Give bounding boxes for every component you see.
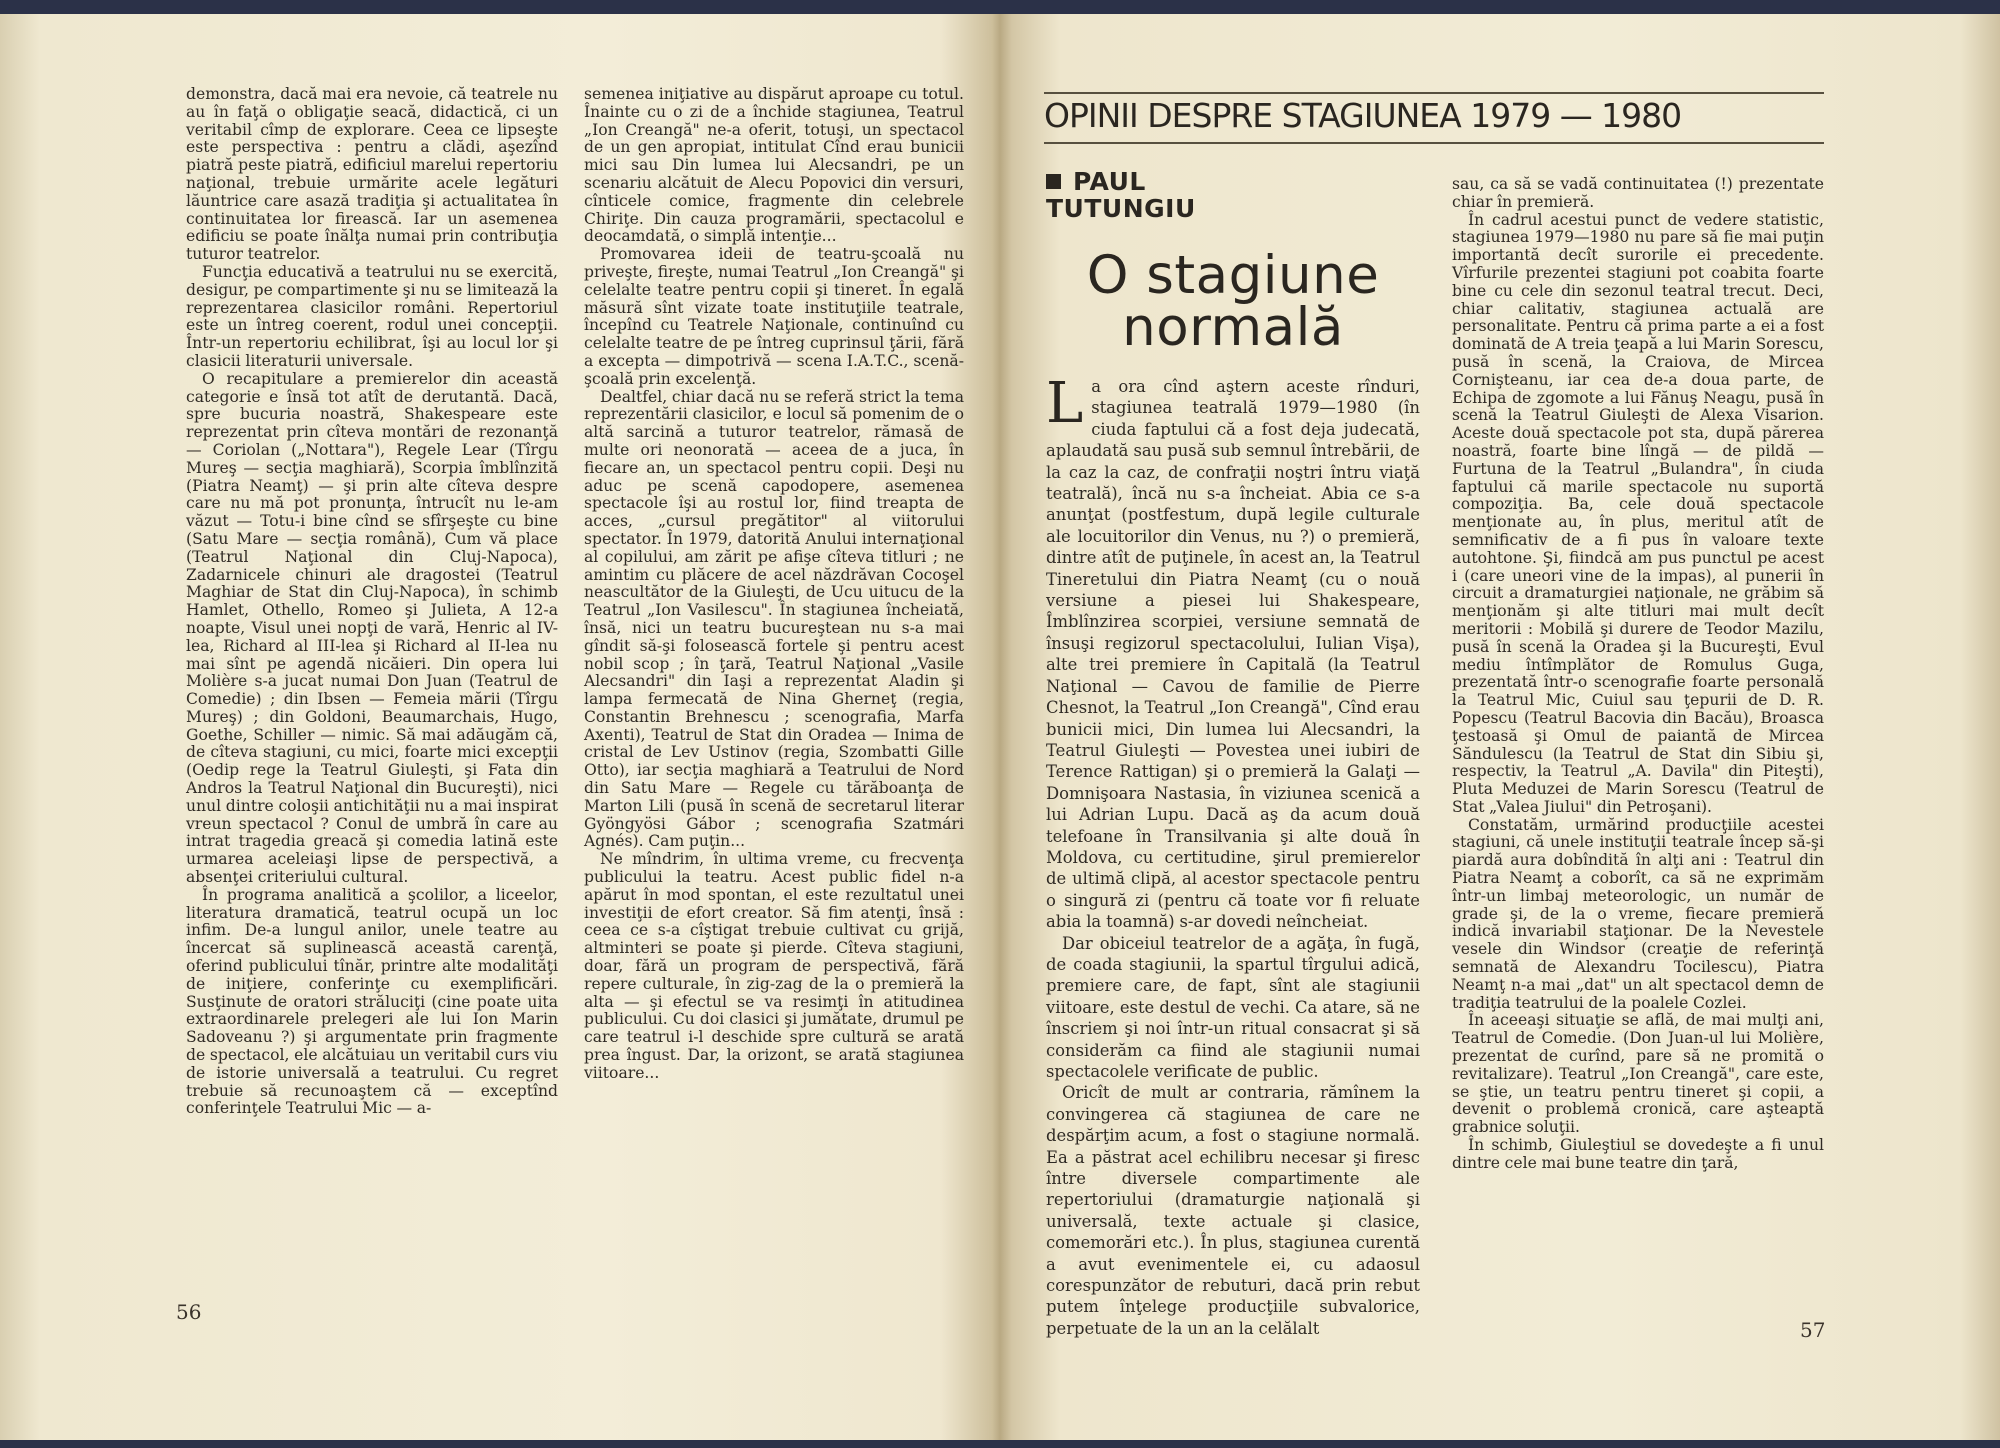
- page-number-right: 57: [1800, 1318, 1826, 1342]
- paragraph: Dar obiceiul teatrelor de a agăţa, în fugă, de coada stagiunii, la spartul tîrgului adică, premiere care, de fapt, sînt ale stagiunii viitoare, este destul de vechi. Ca atare, să ne înscriem şi noi într-un ritual consacrat şi să considerăm ca fiind ale stagiunii numai spectacolele verificate de public.: [1046, 933, 1420, 1081]
- paragraph: semenea iniţiative au dispărut aproape cu totul. Înainte cu o zi de a închide stagiunea, Teatrul „Ion Creangă" ne-a oferit, totuşi, un spectacol de un gen apropiat, intitulat Cînd erau bunicii mici sau Din lumea lui Alecsandri, pe un scenariu alcătuit de Alecu Popovici din versuri, cînticele comice, fragmente din celebrele Chiriţe. Din cauza programării, spectacolul e deocamdată, o simplă intenţie...: [584, 85, 964, 246]
- page-number-left: 56: [176, 1300, 202, 1324]
- paragraph: În programa analitică a şcolilor, a liceelor, literatura dramatică, teatrul ocupă un loc infim. De-a lungul anilor, unele teatre au încercat să suplinească această carenţă, oferind publicului tînăr, printre alte modalităţi de iniţiere, conferinţe cu exemplificări. Susţinute de oratori străluciţi (cine poate uita extraordinarele prelegeri ale lui Ion Marin Sadoveanu ?) şi argumentate prin fragmente de spectacol, ele alcătuiau un veritabil curs viu de istorie universală a teatrului. Cu regret trebuie să recunoaştem că — exceptînd conferinţele Teatrului Mic — a-: [186, 885, 558, 1118]
- left-page-column-1: [186, 86, 558, 1118]
- paragraph: În cadrul acestui punct de vedere statistic, stagiunea 1979—1980 nu pare să fie mai puţin importantă decît surorile ei precedente. Vîrfurile prezentei stagiuni pot coabita foarte bine cu cele din sezonul teatral trecut. Deci, chiar calitativ, stagiunea actuală are personalitate. Pentru că prima parte a ei a fost dominată de A treia ţeapă a lui Marin Sorescu, pusă în scenă, la Craiova, de Mircea Cornişteanu, iar cea de-a doua parte, de Echipa de zgomote a lui Fănuş Neagu, pusă în scenă la Teatrul Giuleşti de Alexa Visarion. Aceste două spectacole pot sta, după părerea noastră, foarte bine lîngă — de pildă — Furtuna de la Teatrul „Bulandra", în ciuda faptului că marile spectacole nu suportă compoziţia. Ba, cele două spectacole menţionate au, în plus, meritul atît de semnificativ de a fi pus în valoare texte autohtone. Şi, fiindcă am pus punctul pe acest i (care uneori vine de la impas), al punerii în circuit a dramaturgiei naţionale, ne grăbim să menţionăm şi alte titluri mai mult decît meritorii : Mobilă şi durere de Teodor Mazilu, pusă în scenă la Oradea şi la Bucureşti, Evul mediu întîmplător de Romulus Guga, prezentată într-o scenografie foarte personală la Teatrul Mic, Cuiul sau ţepurii de D. R. Popescu (Teatrul Bacovia din Bacău), Broasca ţestoasă şi Omul de paiantă de Mircea Săndulescu (la Teatrul de Stat din Sibiu şi, respectiv, la Teatrul „A. Davila" din Piteşti), Pluta Meduzei de Marin Sorescu (Teatrul de Stat „Valea Jiului" din Petroşani).: [1452, 210, 1824, 816]
- paragraph: Constatăm, urmărind producţiile acestei stagiuni, că unele instituţii teatrale încep să-şi piardă aura dobîndită în alţi ani : Teatrul din Piatra Neamţ a coborît, ca să ne exprimăm într-un limbaj meteorologic, un număr de grade şi, de la o vreme, fiecare premieră indică invariabil staţionar. De la Nevestele vesele din Windsor (creaţie de referinţă semnată de Alexandru Tocilescu), Piatra Neamţ n-a mai „dat" un alt spectacol demn de tradiţia teatrului de la poalele Cozlei.: [1452, 815, 1824, 1012]
- paragraph: Oricît de mult ar contraria, rămînem la convingerea că stagiunea de care ne despărţim acum, a fost o stagiune normală. Ea a păstrat acel echilibru necesar şi firesc între diversele compartimente ale repertoriului (dramaturgie naţională şi universală, texte actuale şi clasice, comemorări etc.). În plus, stagiunea curentă a avut evenimentele ei, cu adaosul corespunzător de rebuturi, dacă prin rebut putem înţelege producţiile subvalorice, perpetuate de la un an la celălalt: [1046, 1083, 1420, 1338]
- right-page-column-2: [1452, 176, 1824, 1173]
- paragraph: Ne mîndrim, în ultima vreme, cu frecvenţa publicului la teatru. Acest public fidel n-a apărut în mod spontan, el este rezultatul unei investiţii de efort creator. Să fim atenţi, însă : ceea ce s-a cîştigat trebuie cultivat cu grijă, altminteri se poate şi pierde. Cîteva stagiuni, doar, fără un program de perspectivă, fără repere culturale, în zig-zag de la o premieră la alta — şi efectul se va resimţi în atitudinea publicului. Cu doi clasici şi jumătate, drumul pe care teatrul i-l deschide spre cultură se arată prea îngust. Dar, la orizont, se arată stagiunea viitoare...: [584, 850, 964, 1082]
- paragraph: O recapitulare a premierelor din această categorie e însă tot atît de derutantă. Dacă, spre bucuria noastră, Shakespeare este reprezentat prin cîteva montări de rezonanţă — Coriolan („Nottara"), Regele Lear (Tîrgu Mureş — secţia maghiară), Scorpia îmblînzită (Piatra Neamţ) — şi prin alte cîteva despre care nu mă pot pronunţa, întrucît nu le-am văzut — Totu-i bine cînd se sfîrşeşte cu bine (Satu Mare — secţia română), Cum vă place (Teatrul Naţional din Cluj-Napoca), Zadarnicele chinuri ale dragostei (Teatrul Maghiar de Stat din Cluj-Napoca), în schimb Hamlet, Othello, Romeo şi Julieta, A 12-a noapte, Visul unei nopţi de vară, Henric al IV-lea, Richard al III-lea şi Richard al II-lea nu mai sînt pe agendă nicăieri. Din opera lui Molière s-a jucat numai Don Juan (Teatrul de Comedie) ; din Ibsen — Femeia mării (Tîrgu Mureş) ; din Goldoni, Beaumarchais, Hugo, Goethe, Schiller — nimic. Să mai adăugăm că, de cîteva stagiuni, cu mici, foarte mici excepţii (Oedip rege la Teatrul Giuleşti, şi Fata din Andros la Teatrul Naţional din Bucureşti), nici unul dintre coloşii antichităţii nu a mai inspirat vreun spectacol ? Conul de umbră în care au intrat tragedia greacă şi comedia latină este urmarea aceleiaşi lipse de perspectivă, a absenţei criteriului cultural.: [186, 369, 558, 887]
- binding-top-band: [0, 0, 2000, 14]
- title-line-2: normală: [1122, 297, 1344, 358]
- author-name: [1046, 168, 1196, 222]
- header-rule-top: [1044, 92, 1824, 94]
- paragraph: În aceeaşi situaţie se află, de mai mulţi ani, Teatrul de Comedie. (Don Juan-ul lui Molière, prezentat de curînd, pare să ne promită o revitalizare). Teatrul „Ion Creangă", care este, se ştie, un teatru pentru tineret şi copii, a devenit o problemă cronică, care aşteaptă grabnice soluţii.: [1452, 1011, 1824, 1137]
- title-line-1: O stagiune: [1086, 245, 1380, 306]
- section-header: OPINII DESPRE STAGIUNEA 1979 — 1980: [1044, 96, 1682, 135]
- drop-cap: L: [1046, 371, 1084, 436]
- paragraph: demonstra, dacă mai era nevoie, că teatrele nu au în faţă o obligaţie seacă, didactică, ci un veritabil cîmp de explorare. Ceea ce lipseşte este perspectiva : pentru a clădi, aşezînd piatră peste piatră, edificiul marelui repertoriu naţional, trebuie urmărite acele legături lăuntrice care asază tradiţia şi actualitatea în continuitatea lor firească. Iar un asemenea edificiu se poate înălţa numai prin contribuţia tuturor teatrelor.: [186, 85, 558, 264]
- left-page-column-2: [584, 86, 964, 1083]
- header-rule-bottom: [1044, 142, 1824, 144]
- right-page-column-1: [1046, 371, 1420, 1339]
- lead-paragraph: [1046, 371, 1420, 933]
- article-title: [1046, 245, 1420, 358]
- binding-bottom-band: [0, 1440, 2000, 1448]
- lead-text: a ora cînd aştern aceste rînduri, stagiunea teatrală 1979—1980 (în ciuda faptului că a fost deja judecată, aplaudată sau pusă sub semnul întrebării, de la caz la caz, de confraţii noştri întru viaţă teatrală), încă nu s-a încheiat. Abia ce s-a anunţat (postfestum, după legile culturale ale locuitorilor din Venus, nu ?) o premieră, dintre atît de puţinele, în acest an, la Teatrul Tineretului din Piatra Neamţ (cu o nouă versiune a piesei lui Shakespeare, Îmblînzirea scorpiei, versiune semnată de însuşi regizorul spectacolului, Iulian Vişa), alte trei premiere în Capitală (la Teatrul Naţional — Cavou de familie de Pierre Chesnot, la Teatrul „Ion Creangă", Cînd erau bunicii mici, Din lumea lui Alecsandri, la Teatrul Giuleşti — Povestea unei iubiri de Terence Rattigan) şi o premieră la Galaţi — Domnişoara Nastasia, în viziunea scenică a lui Adrian Lupu. Dacă aş da acum două telefoane în Transilvania şi alte două în Moldova, cu certitudine, şirul premierelor de ultimă clipă, al acestor spectacole pentru o singură zi (pentru că toate vor fi reluate abia la toamnă) s-ar dovedi neîncheiat.: [1046, 377, 1420, 932]
- paragraph: Funcţia educativă a teatrului nu se exercită, desigur, pe compartimente şi nu se limitează la reprezentarea clasicilor români. Repertoriul este un întreg coerent, rodul unei concepţii. Într-un repertoriu echilibrat, îşi au locul lor şi clasicii literaturii universale.: [186, 262, 558, 370]
- paragraph: sau, ca să se vadă continuitatea (!) prezentate chiar în premieră.: [1452, 175, 1824, 211]
- paragraph: Dealtfel, chiar dacă nu se referă strict la tema reprezentării clasicilor, e locul să pomenim de o altă sarcină a tuturor teatrelor, rămasă de multe ori neonorată — aceea de a juca, în fiecare an, un spectacol pentru copii. Deşi nu aduc pe scenă capodopere, asemenea spectacole îşi au rostul lor, fiind treapta de acces, „cursul pregătitor" al viitorului spectator. În 1979, datorită Anului internaţional al copilului, am zărit pe afişe cîteva titluri ; ne amintim cu plăcere de acel năzdrăvan Cocoşel neascultător de la Giuleşti, de Ucu uitucu de la Teatrul „Ion Vasilescu". În stagiunea încheiată, însă, nici un teatru bucureştean nu s-a mai gîndit să-şi folosească fortele şi pentru acest nobil scop ; în ţară, Teatrul Naţional „Vasile Alecsandri" din Iaşi a reprezentat Aladin şi lampa fermecată de Nina Gherneţ (regia, Constantin Brehnescu ; scenografia, Marfa Axenti), Teatrul de Stat din Oradea — Inima de cristal de Lev Ustinov (regia, Szombatti Gille Otto), iar secţia maghiară a Teatrului de Nord din Satu Mare — Regele cu tărăboanţa de Marton Lili (pusă în scenă de secretarul literar Gyöngyösi Gábor ; scenografia Szatmári Agnés). Cam puţin...: [584, 387, 964, 851]
- paragraph: În schimb, Giuleştiul se dovedeşte a fi unul dintre cele mai bune teatre din ţară,: [1452, 1136, 1824, 1172]
- square-bullet-icon: [1046, 174, 1061, 189]
- author-first-name: PAUL: [1073, 167, 1146, 196]
- paragraph: Promovarea ideii de teatru-şcoală nu priveşte, fireşte, numai Teatrul „Ion Creangă" şi celelalte teatre pentru copii şi tineret. În egală măsură sînt vizate toate instituţiile teatrale, începînd cu Teatrele Naţionale, continuînd cu celelalte teatre de pe întreg cuprinsul ţării, fără a excepta — dimpotrivă — scena I.A.T.C., scenă-şcoală prin excelenţă.: [584, 245, 964, 388]
- author-last-name: TUTUNGIU: [1046, 194, 1196, 223]
